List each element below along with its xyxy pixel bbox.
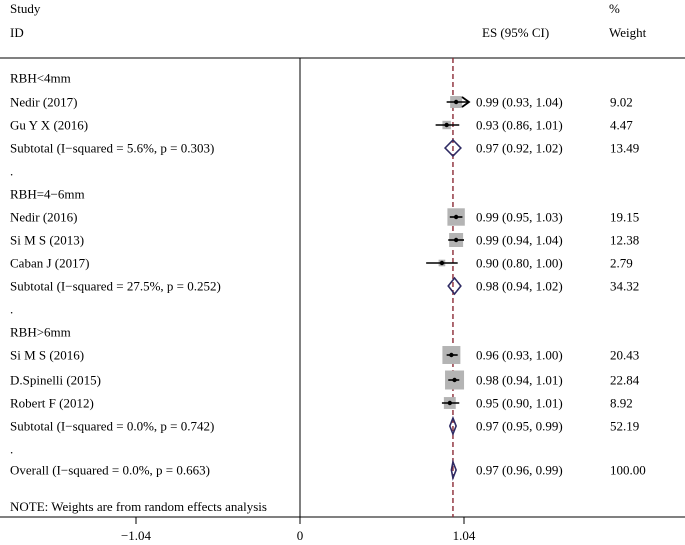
study-row xyxy=(10,346,639,364)
row-label: Nedir (2017) xyxy=(10,94,78,110)
header-id: ID xyxy=(10,25,24,40)
study-row xyxy=(10,256,633,271)
row-label: Nedir (2016) xyxy=(10,209,78,225)
point-estimate xyxy=(440,261,444,265)
es-ci-label: 0.98 (0.94, 1.01) xyxy=(476,372,563,388)
weight-label: 8.92 xyxy=(610,395,633,411)
dot-row xyxy=(10,302,13,317)
pooled-diamond xyxy=(451,462,456,478)
point-estimate xyxy=(454,100,458,104)
overall-row xyxy=(10,462,646,478)
header-weight: Weight xyxy=(609,25,647,40)
footnote: NOTE: Weights are from random effects analysis xyxy=(10,499,267,514)
row-label: D.Spinelli (2015) xyxy=(10,372,101,388)
header-es: ES (95% CI) xyxy=(482,25,550,40)
weight-label: 52.19 xyxy=(610,418,640,434)
es-ci-label: 0.99 (0.94, 1.04) xyxy=(476,232,563,248)
study-row xyxy=(10,208,639,225)
dot-row xyxy=(10,164,13,179)
weight-label: 100.00 xyxy=(610,462,646,478)
group-label: RBH>6mm xyxy=(10,324,71,340)
weight-label: 4.47 xyxy=(610,117,633,133)
weight-label: 34.32 xyxy=(610,278,640,294)
dot-row xyxy=(10,442,13,457)
row-label: . xyxy=(10,301,14,317)
point-estimate xyxy=(449,353,453,357)
es-ci-label: 0.98 (0.94, 1.02) xyxy=(476,278,563,294)
point-estimate xyxy=(444,123,448,127)
row-label: Si M S (2013) xyxy=(10,232,85,248)
es-ci-label: 0.99 (0.93, 1.04) xyxy=(476,94,563,110)
weight-label: 12.38 xyxy=(610,232,640,248)
weight-label: 2.79 xyxy=(610,255,633,271)
row-label: Robert F (2012) xyxy=(10,395,94,411)
row-label: Subtotal (I−squared = 27.5%, p = 0.252) xyxy=(10,278,221,294)
row-label: Si M S (2016) xyxy=(10,347,85,363)
study-row xyxy=(10,396,633,411)
subtotal-row xyxy=(10,140,639,156)
group-row xyxy=(10,325,71,340)
row-label: Subtotal (I−squared = 5.6%, p = 0.303) xyxy=(10,140,215,156)
row-label: Gu Y X (2016) xyxy=(10,117,89,133)
row-label: Subtotal (I−squared = 0.0%, p = 0.742) xyxy=(10,418,215,434)
group-label: RBH<4mm xyxy=(10,70,71,86)
weight-label: 22.84 xyxy=(610,372,640,388)
es-ci-label: 0.96 (0.93, 1.00) xyxy=(476,347,563,363)
x-tick-label: 1.04 xyxy=(452,528,476,543)
group-row xyxy=(10,187,85,202)
rows-layer xyxy=(10,71,646,479)
study-row xyxy=(10,371,640,390)
point-estimate xyxy=(454,238,458,242)
es-ci-label: 0.93 (0.86, 1.01) xyxy=(476,117,563,133)
es-ci-label: 0.97 (0.95, 0.99) xyxy=(476,418,563,434)
weight-label: 20.43 xyxy=(610,347,640,363)
point-estimate xyxy=(448,401,452,405)
header-study: Study xyxy=(10,1,41,16)
weight-label: 13.49 xyxy=(610,140,640,156)
study-row xyxy=(10,233,639,248)
x-tick-label: 0 xyxy=(296,528,304,543)
es-ci-label: 0.97 (0.96, 0.99) xyxy=(476,462,563,478)
study-row xyxy=(10,118,633,133)
subtotal-row xyxy=(10,278,639,294)
point-estimate xyxy=(454,215,458,219)
point-estimate xyxy=(452,378,456,382)
row-label: Caban J (2017) xyxy=(10,255,90,271)
study-row xyxy=(10,95,633,110)
weight-label: 19.15 xyxy=(610,209,640,225)
subtotal-row xyxy=(10,418,639,434)
es-ci-label: 0.95 (0.90, 1.01) xyxy=(476,395,563,411)
row-label: . xyxy=(10,441,14,457)
header-percent: % xyxy=(609,1,620,16)
es-ci-label: 0.99 (0.95, 1.03) xyxy=(476,209,563,225)
row-label: Overall (I−squared = 0.0%, p = 0.663) xyxy=(10,462,210,478)
pooled-diamond xyxy=(448,278,461,294)
es-ci-label: 0.90 (0.80, 1.00) xyxy=(476,255,563,271)
x-tick-label: −1.04 xyxy=(120,528,152,543)
weight-label: 9.02 xyxy=(610,94,633,110)
group-label: RBH=4−6mm xyxy=(10,186,85,202)
row-label: . xyxy=(10,163,14,179)
x-axis xyxy=(121,517,476,543)
group-row xyxy=(10,71,71,86)
es-ci-label: 0.97 (0.92, 1.02) xyxy=(476,140,563,156)
